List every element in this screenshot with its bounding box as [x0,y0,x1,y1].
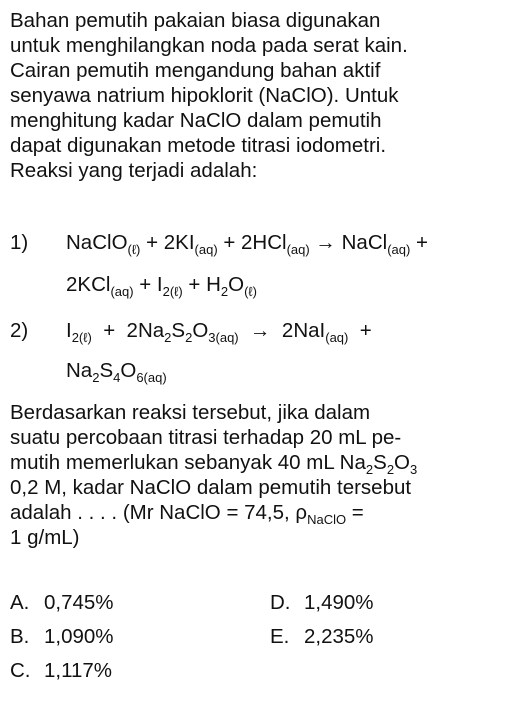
intro-line: dapat digunakan metode titrasi iodometri. [10,134,387,157]
text-run: O [394,451,410,474]
text-run: S [171,319,186,342]
subscript: (ℓ) [244,284,257,299]
option-value: 1,490% [304,591,374,614]
reaction-2-line-1 [66,318,372,343]
subscript: 2 [92,370,100,385]
subscript: 3 [410,462,418,477]
reaction-number: 2) [10,319,29,342]
option-letter: B. [10,625,30,648]
subscript: (aq) [286,242,310,257]
text-run: Na [66,359,93,382]
subscript: 2 [365,462,374,477]
question-line [10,425,510,450]
text-run: + H [182,273,221,296]
text-run: = [346,501,364,524]
reaction-1-line-2 [66,272,257,297]
text-run: S [373,451,387,474]
subscript: 2 [185,330,193,345]
option-value: 2,235% [304,625,374,648]
text-run: I [66,319,72,342]
intro-line: Cairan pemutih mengandung bahan aktif [10,59,381,82]
text-run: 0,2 M, kadar NaClO dalam pemutih tersebut [10,476,412,499]
text-run: O [228,273,245,296]
option-d[interactable] [270,590,374,615]
subscript: (aq) [325,330,349,345]
text-run: O [192,319,209,342]
text-run: + [410,231,428,254]
option-letter: E. [270,625,290,648]
intro-line: senyawa natrium hipoklorit (NaClO). Untuk [10,84,399,107]
intro-line: Bahan pemutih pakaian biasa digunakan [10,9,381,32]
intro-line: menghitung kadar NaClO dalam pemutih [10,109,382,132]
subscript: NaClO [307,512,347,527]
text-run: + 2Na [91,319,165,342]
text-run: mutih memerlukan sebanyak 40 mL Na [10,451,366,474]
text-run: O [120,359,137,382]
reaction-2-line-2 [66,358,167,383]
question-line [10,500,510,525]
subscript: 2 [220,284,229,299]
question-line [10,450,510,475]
text-run: + 2HCl [217,231,287,254]
question-paragraph [10,400,510,550]
option-letter: C. [10,659,31,682]
subscript: (aq) [387,242,411,257]
option-a[interactable] [10,590,114,615]
subscript: 2(ℓ) [71,330,92,345]
intro-paragraph [10,8,510,183]
option-letter: A. [10,591,30,614]
text-run: suatu percobaan titrasi terhadap 20 mL pe- [10,426,402,449]
subscript: (aq) [110,284,134,299]
subscript: 6(aq) [136,370,167,385]
question-line [10,400,510,425]
option-letter: D. [270,591,291,614]
question-line [10,525,510,550]
option-b[interactable] [10,624,114,649]
reaction-number: 1) [10,231,29,254]
text-run: + [348,319,372,342]
text-run: → NaCl [309,231,388,254]
reaction-1-line-1 [66,230,428,255]
text-run: 2KCl [66,273,111,296]
option-value: 0,745% [44,591,114,614]
subscript: 2 [386,462,395,477]
text-run: S [99,359,114,382]
subscript: 3(aq) [208,330,239,345]
question-line [10,475,510,500]
text-run: NaClO [66,231,128,254]
subscript: 4 [113,370,121,385]
option-e[interactable] [270,624,374,649]
subscript: (ℓ) [127,242,141,257]
text-run: + 2KI [140,231,195,254]
option-c[interactable] [10,658,112,683]
text-run: adalah . . . . (Mr NaClO = 74,5, ρ [10,501,308,524]
subscript: 2(ℓ) [162,284,183,299]
subscript: (aq) [194,242,218,257]
text-run: 1 g/mL) [10,526,80,549]
option-value: 1,117% [44,659,113,682]
subscript: 2 [164,330,172,345]
intro-line: Reaksi yang terjadi adalah: [10,159,258,182]
text-run: Berdasarkan reaksi tersebut, jika dalam [10,401,371,424]
text-run: → 2NaI [238,319,326,342]
text-run: + I [133,273,163,296]
option-value: 1,090% [44,625,114,648]
intro-line: untuk menghilangkan noda pada serat kain. [10,34,408,57]
